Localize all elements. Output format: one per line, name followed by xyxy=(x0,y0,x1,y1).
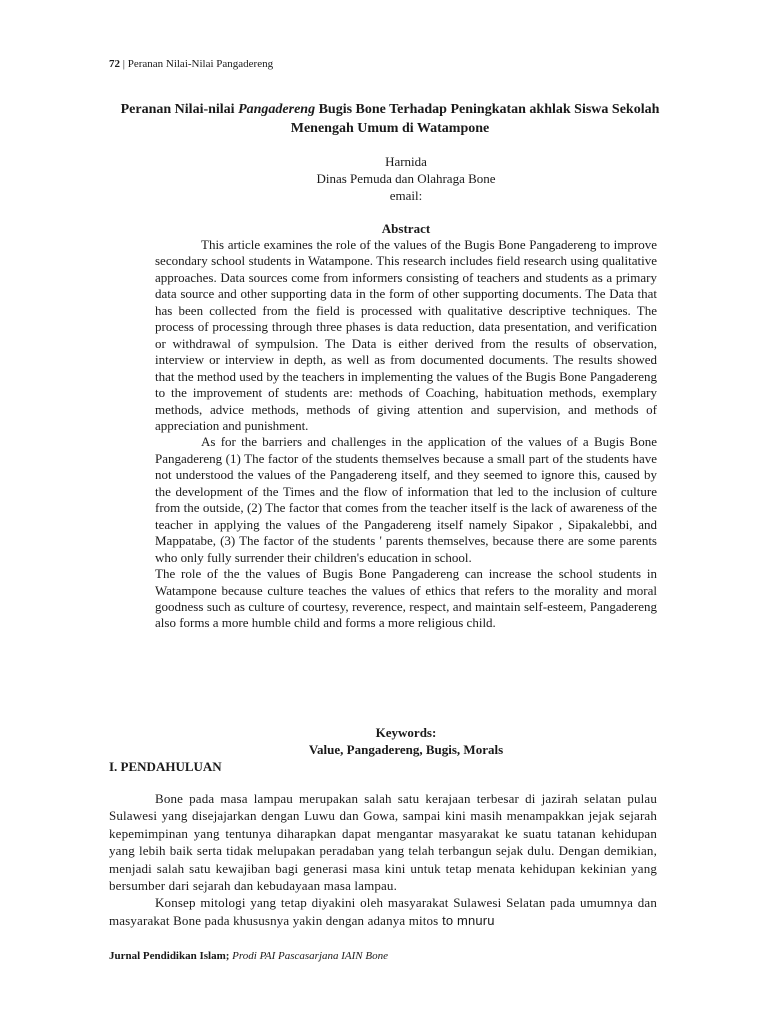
abstract-heading: Abstract xyxy=(381,221,431,236)
body-paragraph-2 xyxy=(109,894,657,929)
body-paragraph-1: Bone pada masa lampau merupakan salah satu kerajaan terbesar di jazirah selatan pulau Sulawesi yang disejajarkan dengan Luwu dan Gowa, sampai kini masih menampakkan jejak sejarah kepemimpinan yang tentunya diharapkan dapat mengantar masyarakat ke suatu tatanan kehidupan yang lebih baik serta tidak melupakan peradaban yang telah terbangun sejak dulu. Dengan demikian, menjadi salah satu kewajiban bagi generasi masa kini untuk tetap menata kehidupan kekinian yang bersumber dari sejarah dan kebudayaan masa lampau. xyxy=(109,791,657,894)
title-part-2: Bugis Bone Terhadap Peningkatan akhlak Siswa Sekolah Menengah Umum di Watampone xyxy=(290,102,660,136)
abstract-body xyxy=(155,237,657,632)
section-heading: I. PENDAHULUAN xyxy=(109,759,222,774)
keywords-label: Keywords: xyxy=(375,725,437,740)
footer-publisher: Prodi PAI Pascasarjana IAIN Bone xyxy=(229,950,388,962)
author-block xyxy=(155,153,657,204)
author-email: email: xyxy=(389,188,423,203)
author-affiliation: Dinas Pemuda dan Olahraga Bone xyxy=(316,171,496,186)
header-separator: | xyxy=(122,58,125,70)
keywords-block xyxy=(155,724,657,758)
page-footer xyxy=(109,950,388,962)
abstract-paragraph-1: This article examines the role of the values of the Bugis Bone Pangadereng to improve secondary school students in Watampone. This research includes field research using qualitative approaches. Data sources come from informers consisting of teachers and students as a primary data source and other supporting data in the form of other supporting documents. The Data that has been collected from the field is processed with qualitative descriptive techniques. The process of processing through three phases is data reduction, data presentation, and verification or withdrawal of sympulsion. The Data is either derived from the results of observation, interview or interview in depth, as well as from documented documents. The results showed that the method used by the teachers in implementing the values of the Bugis Bone Pangadereng to the improvement of students are: methods of Coaching, habituation methods, exemplary methods, advice methods, methods of giving attention and supervision, and methods of appreciation and punishment. xyxy=(155,237,657,433)
title-italic-term: Pangadereng xyxy=(238,102,316,117)
section-body xyxy=(109,790,657,929)
running-title: Peranan Nilai-Nilai Pangadereng xyxy=(127,58,274,70)
keywords-list: Value, Pangadereng, Bugis, Morals xyxy=(308,742,504,757)
title-part-1: Peranan Nilai-nilai xyxy=(120,102,239,117)
footer-journal: Jurnal Pendidikan Islam; xyxy=(109,950,230,962)
body-paragraph-2-text: Konsep mitologi yang tetap diyakini oleh masyarakat Sulawesi Selatan pada umumnya dan masyarakat Bone pada khususnya yakin dengan adanya mitos xyxy=(109,895,657,928)
paper-title xyxy=(100,100,680,138)
author-name: Harnida xyxy=(385,154,427,169)
abstract-paragraph-3: The role of the the values of Bugis Bone Pangadereng can increase the school students in Watampone because culture teaches the values of ethics that refers to the morality and moral goodness such as culture of courtesy, reverence, respect, and maintain self-esteem, Pangadereng also forms a more humble child and forms a more religious child. xyxy=(155,566,657,631)
body-paragraph-2-tail: to mnuru xyxy=(438,912,495,928)
abstract-paragraph-2: As for the barriers and challenges in the application of the values of a Bugis Bone Pangadereng (1) The factor of the students themselves because a small part of the students have not understood the values of the Pangadereng itself, and they seemed to ignore this, caused by the development of the Times and the flow of information that led to the inclusion of culture from the outside, (2) The factor that comes from the teacher itself is the lack of awareness of the teacher in applying the values of the Pangadereng itself namely Sipakor , Sipakalebbi, and Mappatabe, (3) The factor of the students ' parents themselves, because there are some parents who only fully surrender their children's education in school. xyxy=(155,434,657,565)
page-number: 72 xyxy=(109,58,120,70)
running-header xyxy=(109,58,273,70)
